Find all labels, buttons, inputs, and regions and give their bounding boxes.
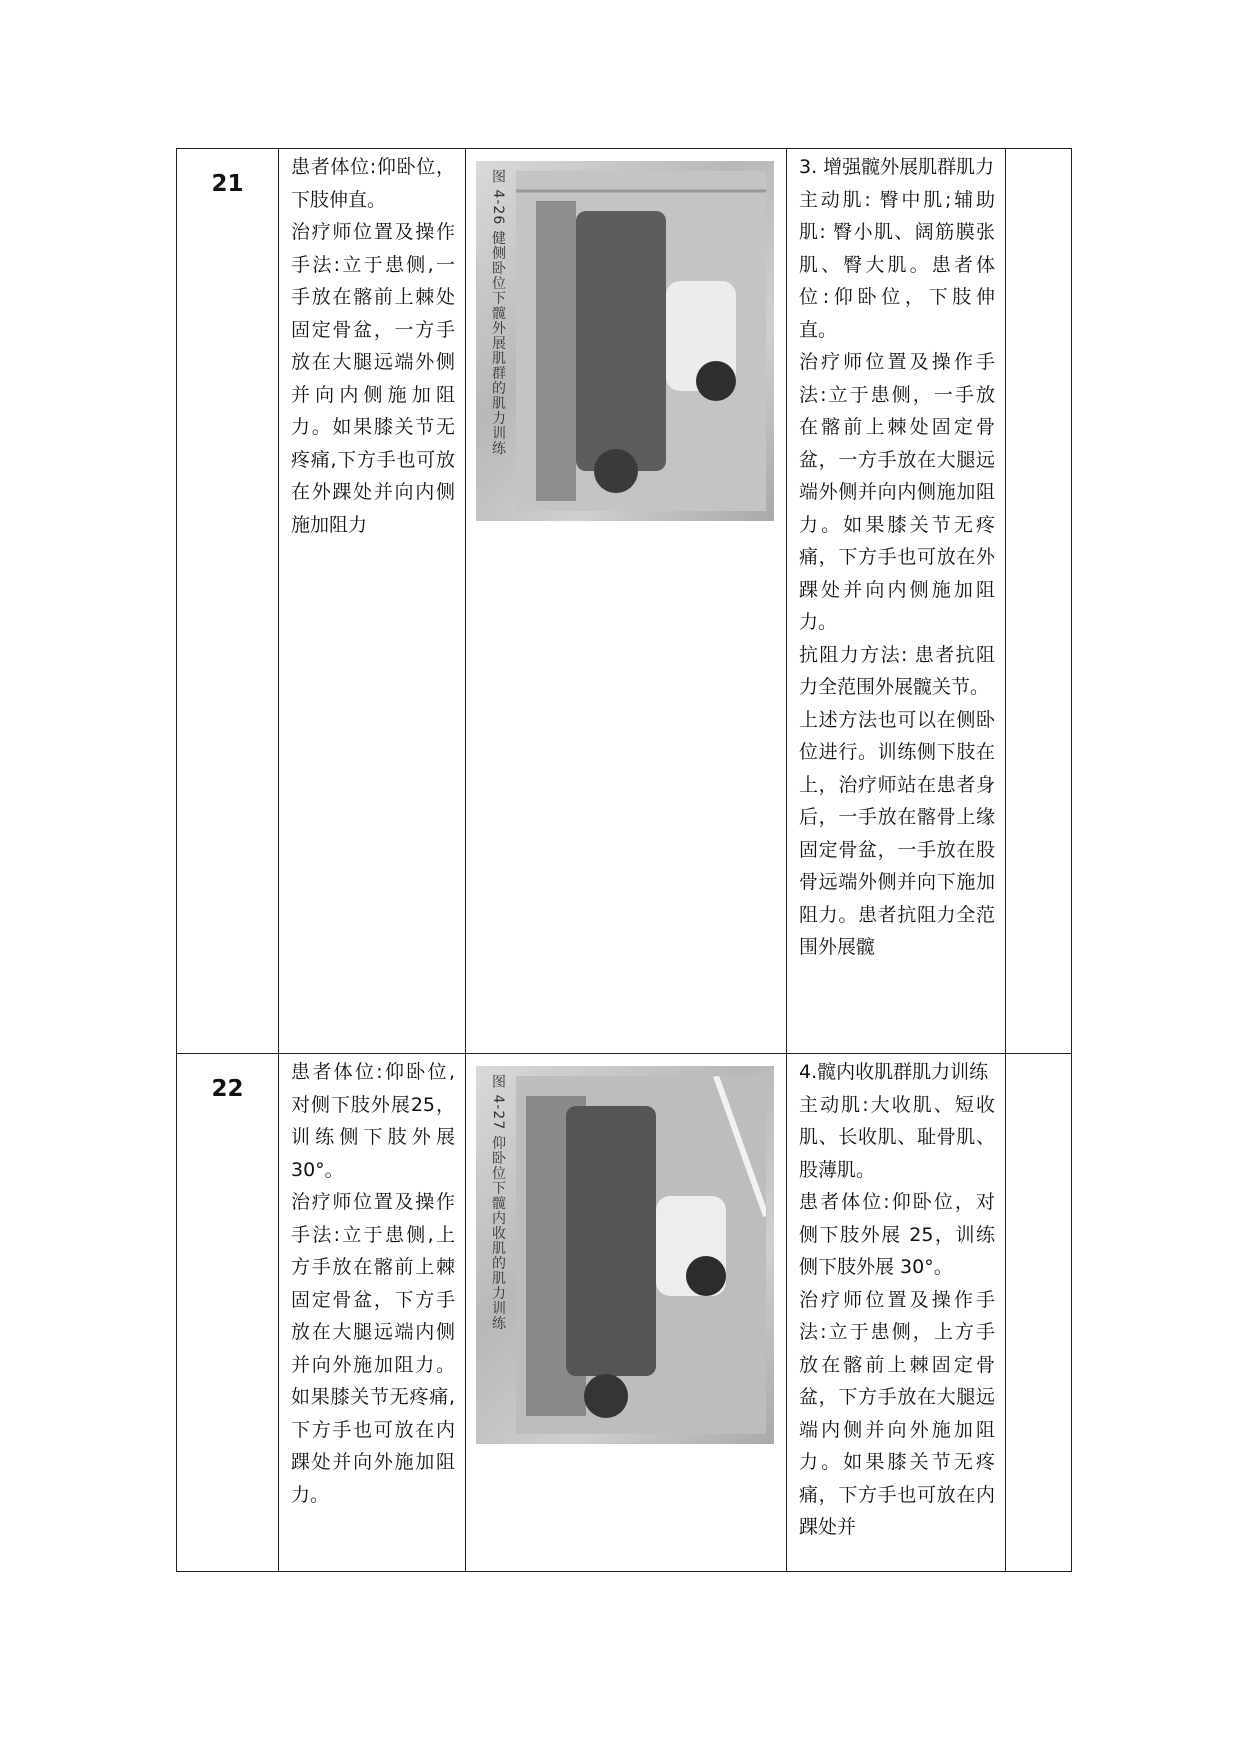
- method-text: [291, 1056, 455, 1511]
- photo-caption: 图 4-26 健侧卧位下髋外展肌群的肌力训练: [490, 169, 506, 456]
- exercise-photo: [476, 161, 774, 521]
- paragraph: 治疗师位置及操作手法:立于患侧，上方手放在髂前上棘固定骨盆，下方手放在大腿远端内侧并向外施加阻力。如果膝关节无疼痛，下方手也可放在内踝处并: [799, 1288, 995, 1538]
- method-cell: [279, 1054, 466, 1572]
- paragraph: 抗阻力方法: 患者抗阻力全范围外展髋关节。: [799, 643, 995, 698]
- photo-illustration: [516, 1076, 766, 1434]
- description-text: [799, 1056, 995, 1544]
- method-cell: [279, 149, 466, 1054]
- paragraph: 主动肌: 臀中肌;辅助肌: 臀小肌、阔筋膜张肌、臀大肌。患者体位:仰卧位，下肢伸直。: [799, 188, 995, 341]
- paragraph: 治疗师位置及操作手法:立于患侧,一手放在髂前上棘处固定骨盆，一方手放在大腿远端外侧并向内侧施加阻力。如果膝关节无疼痛,下方手也可放在外踝处并向内侧施加阻力: [291, 221, 455, 536]
- description-cell: [787, 1054, 1006, 1572]
- exercise-table: [176, 148, 1072, 1572]
- description-text: [799, 151, 995, 964]
- row-number: 21: [211, 171, 244, 197]
- empty-cell: [1006, 1054, 1072, 1572]
- table-row: [177, 149, 1072, 1054]
- description-cell: [787, 149, 1006, 1054]
- image-cell: [466, 1054, 787, 1572]
- row-number-cell: [177, 1054, 279, 1572]
- paragraph: 患者体位:仰卧位，下肢伸直。: [291, 156, 455, 211]
- exercise-photo: [476, 1066, 774, 1444]
- row-number: 22: [211, 1076, 244, 1102]
- method-text: [291, 151, 455, 541]
- photo-illustration: [516, 171, 766, 511]
- table-row: [177, 1054, 1072, 1572]
- paragraph: 主动肌:大收肌、短收肌、长收肌、耻骨肌、股薄肌。: [799, 1093, 995, 1181]
- paragraph: 治疗师位置及操作手法:立于患侧,上方手放在髂前上棘固定骨盆，下方手放在大腿远端内侧并向外施加阻力。如果膝关节无疼痛,下方手也可放在内踝处并向外施加阻力。: [291, 1191, 455, 1506]
- image-cell: [466, 149, 787, 1054]
- paragraph: 治疗师位置及操作手法:立于患侧，一手放在髂前上棘处固定骨盆，一方手放在大腿远端外侧并向内侧施加阻力。如果膝关节无疼痛，下方手也可放在外踝处并向内侧施加阻力。: [799, 351, 995, 633]
- paragraph: 患者体位:仰卧位,对侧下肢外展25，训练侧下肢外展 30°。: [291, 1061, 455, 1181]
- paragraph: 3. 增强髋外展肌群肌力: [799, 156, 995, 178]
- row-number-cell: [177, 149, 279, 1054]
- paragraph: 上述方法也可以在侧卧位进行。训练侧下肢在上，治疗师站在患者身后，一手放在髂骨上缘固定骨盆，一手放在股骨远端外侧并向下施加阻力。患者抗阻力全范围外展髋: [799, 708, 995, 958]
- paragraph: 4.髋内收肌群肌力训练: [799, 1061, 989, 1083]
- empty-cell: [1006, 149, 1072, 1054]
- photo-caption: 图 4-27 仰卧位下髋内收肌的肌力训练: [490, 1074, 506, 1331]
- paragraph: 患者体位:仰卧位，对侧下肢外展 25，训练侧下肢外展 30°。: [799, 1191, 995, 1278]
